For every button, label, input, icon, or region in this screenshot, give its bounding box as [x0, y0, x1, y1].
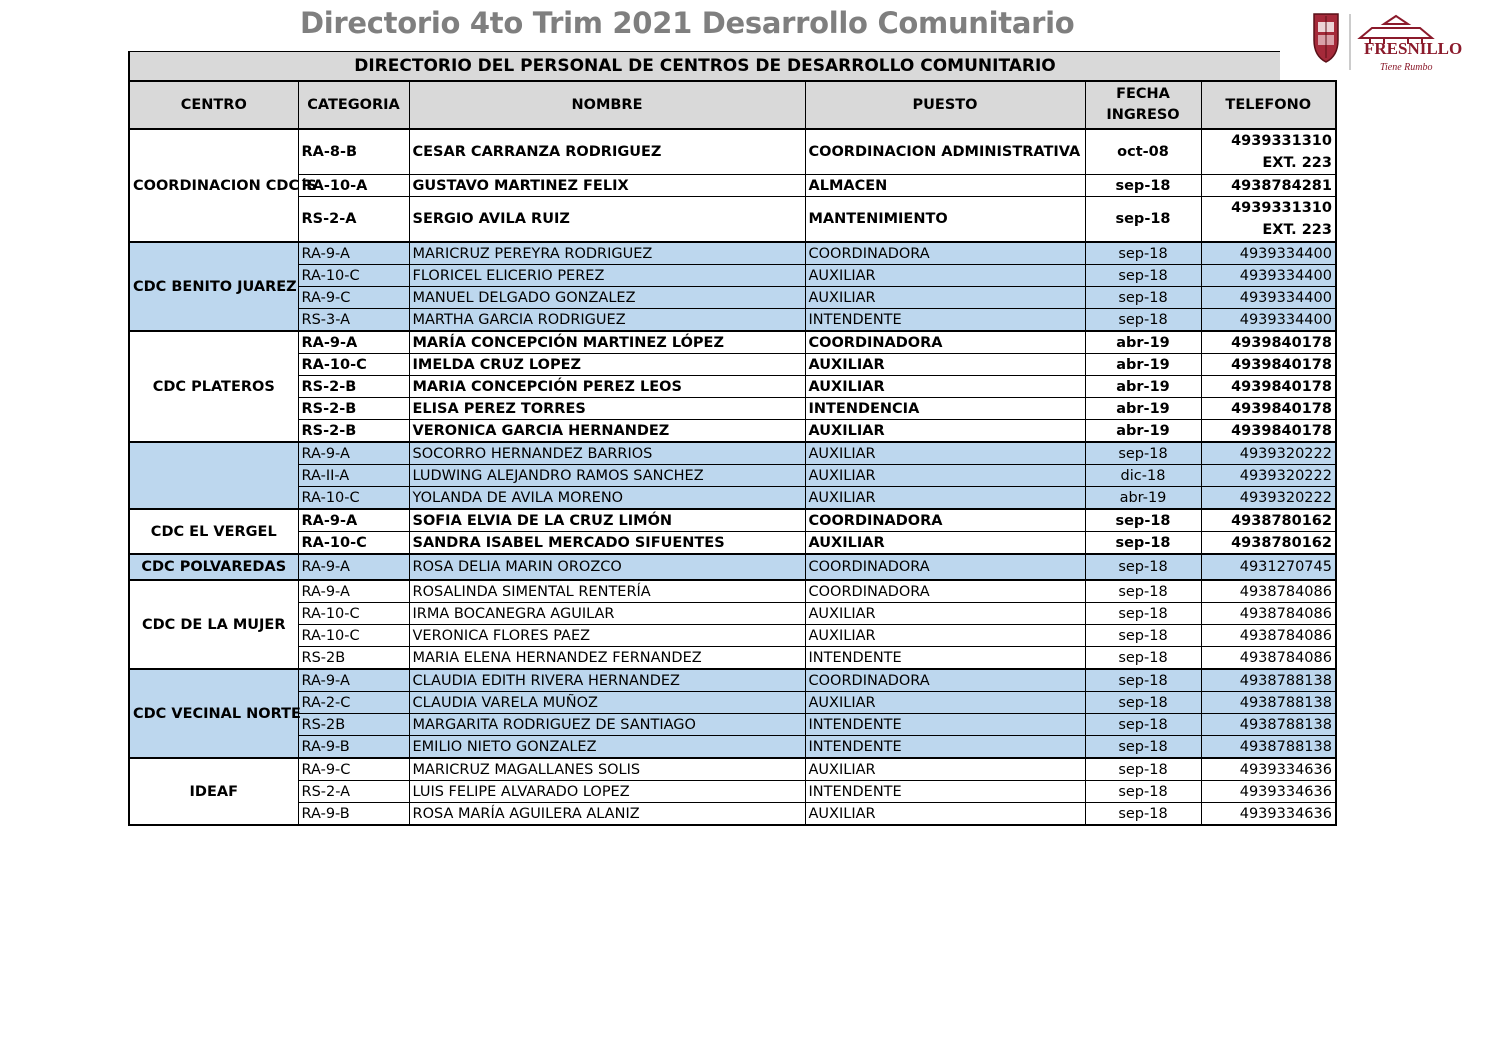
table-row: [129, 781, 1336, 803]
column-header-centro: CENTRO: [129, 81, 298, 129]
table-banner: DIRECTORIO DEL PERSONAL DE CENTROS DE DESARROLLO COMUNITARIO: [128, 51, 1280, 80]
fecha-ingreso-cell: sep-18: [1085, 532, 1201, 555]
table-row: [129, 714, 1336, 736]
puesto-cell: INTENDENTE: [805, 781, 1085, 803]
puesto-cell: INTENDENTE: [805, 714, 1085, 736]
column-header-nombre: NOMBRE: [409, 81, 805, 129]
telefono-cell: 4938784086: [1201, 647, 1336, 670]
table-row: [129, 625, 1336, 647]
fecha-ingreso-cell: sep-18: [1085, 554, 1201, 580]
ingreso-label: INGRESO: [1106, 107, 1180, 123]
telefono-cell: 4939320222: [1201, 442, 1336, 465]
fecha-ingreso-cell: sep-18: [1085, 197, 1201, 243]
nombre-cell: VERONICA GARCIA HERNANDEZ: [409, 420, 805, 443]
telefono-cell: [1201, 129, 1336, 175]
table-row: [129, 376, 1336, 398]
table-body: [129, 129, 1336, 825]
table-row: [129, 197, 1336, 243]
categoria-cell: RS-2-B: [298, 420, 409, 443]
centro-cell: CDC PLATEROS: [129, 331, 298, 442]
puesto-cell: AUXILIAR: [805, 758, 1085, 781]
fecha-ingreso-cell: sep-18: [1085, 580, 1201, 603]
categoria-cell: RS-2-A: [298, 197, 409, 243]
categoria-cell: RA-9-A: [298, 509, 409, 532]
centro-cell: CDC VECINAL NORTE: [129, 669, 298, 758]
telefono-cell: 4931270745: [1201, 554, 1336, 580]
table-row: [129, 442, 1336, 465]
table-row: [129, 554, 1336, 580]
telefono-cell: 4938784086: [1201, 625, 1336, 647]
table-row: [129, 647, 1336, 670]
puesto-cell: AUXILIAR: [805, 420, 1085, 443]
puesto-cell: INTENDENCIA: [805, 398, 1085, 420]
personnel-directory-table: [128, 80, 1337, 826]
centro-cell: CDC EL VERGEL: [129, 509, 298, 554]
nombre-cell: MARIA ELENA HERNANDEZ FERNANDEZ: [409, 647, 805, 670]
puesto-cell: AUXILIAR: [805, 442, 1085, 465]
telefono-cell: 4938788138: [1201, 714, 1336, 736]
categoria-cell: RA-9-A: [298, 580, 409, 603]
column-header-puesto: PUESTO: [805, 81, 1085, 129]
categoria-cell: RS-3-A: [298, 309, 409, 332]
table-row: [129, 803, 1336, 826]
categoria-cell: RA-9-A: [298, 554, 409, 580]
telefono-cell: 4938788138: [1201, 692, 1336, 714]
telefono-cell: 4938788138: [1201, 736, 1336, 759]
telefono-cell: 4939334400: [1201, 242, 1336, 265]
categoria-cell: RA-9-A: [298, 331, 409, 354]
fecha-ingreso-cell: sep-18: [1085, 509, 1201, 532]
table-row: [129, 532, 1336, 555]
telefono-cell: 4939840178: [1201, 354, 1336, 376]
telefono-cell: 4938780162: [1201, 509, 1336, 532]
nombre-cell: MARICRUZ MAGALLANES SOLIS: [409, 758, 805, 781]
fecha-ingreso-cell: sep-18: [1085, 736, 1201, 759]
nombre-cell: ROSA MARÍA AGUILERA ALANIZ: [409, 803, 805, 826]
telefono-cell: 4938784281: [1201, 175, 1336, 197]
fecha-ingreso-cell: sep-18: [1085, 442, 1201, 465]
puesto-cell: COORDINACION ADMINISTRATIVA: [805, 129, 1085, 175]
categoria-cell: RA-9-C: [298, 758, 409, 781]
fecha-ingreso-cell: sep-18: [1085, 242, 1201, 265]
nombre-cell: CLAUDIA EDITH RIVERA HERNANDEZ: [409, 669, 805, 692]
fecha-ingreso-cell: oct-08: [1085, 129, 1201, 175]
telefono-extension: EXT. 223: [1262, 155, 1332, 171]
nombre-cell: FLORICEL ELICERIO PEREZ: [409, 265, 805, 287]
categoria-cell: RS-2B: [298, 647, 409, 670]
telefono-extension: EXT. 223: [1262, 222, 1332, 238]
telefono-cell: 4939334400: [1201, 309, 1336, 332]
categoria-cell: RA-9-C: [298, 287, 409, 309]
nombre-cell: ROSA DELIA MARIN OROZCO: [409, 554, 805, 580]
table-row: [129, 129, 1336, 175]
table-row: [129, 692, 1336, 714]
table-row: [129, 465, 1336, 487]
puesto-cell: AUXILIAR: [805, 376, 1085, 398]
fecha-ingreso-cell: sep-18: [1085, 758, 1201, 781]
table-row: [129, 580, 1336, 603]
nombre-cell: SOCORRO HERNANDEZ BARRIOS: [409, 442, 805, 465]
fecha-label: FECHA: [1116, 86, 1170, 102]
puesto-cell: AUXILIAR: [805, 487, 1085, 510]
table-row: [129, 398, 1336, 420]
categoria-cell: RA-10-C: [298, 487, 409, 510]
table-row: [129, 287, 1336, 309]
fecha-ingreso-cell: abr-19: [1085, 376, 1201, 398]
fecha-ingreso-cell: abr-19: [1085, 354, 1201, 376]
puesto-cell: AUXILIAR: [805, 265, 1085, 287]
categoria-cell: RA-10-C: [298, 265, 409, 287]
table-row: [129, 669, 1336, 692]
puesto-cell: AUXILIAR: [805, 287, 1085, 309]
centro-cell: IDEAF: [129, 758, 298, 825]
nombre-cell: SERGIO AVILA RUIZ: [409, 197, 805, 243]
fecha-ingreso-cell: sep-18: [1085, 309, 1201, 332]
categoria-cell: RS-2B: [298, 714, 409, 736]
puesto-cell: AUXILIAR: [805, 803, 1085, 826]
nombre-cell: MARICRUZ PEREYRA RODRIGUEZ: [409, 242, 805, 265]
table-row: [129, 487, 1336, 510]
nombre-cell: GUSTAVO MARTINEZ FELIX: [409, 175, 805, 197]
puesto-cell: AUXILIAR: [805, 692, 1085, 714]
centro-cell: CDC DE LA MUJER: [129, 580, 298, 669]
categoria-cell: RA-9-B: [298, 803, 409, 826]
table-row: [129, 354, 1336, 376]
categoria-cell: RA-9-A: [298, 242, 409, 265]
nombre-cell: SANDRA ISABEL MERCADO SIFUENTES: [409, 532, 805, 555]
telefono-cell: 4939320222: [1201, 487, 1336, 510]
puesto-cell: AUXILIAR: [805, 603, 1085, 625]
fresnillo-logo: [1284, 10, 1474, 80]
telefono-cell: 4938780162: [1201, 532, 1336, 555]
ayuntamiento-seal-icon: [1314, 14, 1338, 62]
puesto-cell: MANTENIMIENTO: [805, 197, 1085, 243]
telefono-number: 4939331310: [1231, 200, 1332, 216]
puesto-cell: ALMACEN: [805, 175, 1085, 197]
table-row: [129, 758, 1336, 781]
fecha-ingreso-cell: sep-18: [1085, 803, 1201, 826]
fecha-ingreso-cell: abr-19: [1085, 398, 1201, 420]
fecha-ingreso-cell: sep-18: [1085, 175, 1201, 197]
centro-cell: [129, 442, 298, 509]
puesto-cell: INTENDENTE: [805, 736, 1085, 759]
categoria-cell: RA-2-C: [298, 692, 409, 714]
table-row: [129, 736, 1336, 759]
nombre-cell: CLAUDIA VARELA MUÑOZ: [409, 692, 805, 714]
fecha-ingreso-cell: sep-18: [1085, 781, 1201, 803]
puesto-cell: INTENDENTE: [805, 647, 1085, 670]
nombre-cell: MARIA CONCEPCIÓN PEREZ LEOS: [409, 376, 805, 398]
puesto-cell: COORDINADORA: [805, 669, 1085, 692]
fecha-ingreso-cell: abr-19: [1085, 420, 1201, 443]
column-header-categoria: CATEGORIA: [298, 81, 409, 129]
telefono-cell: 4938784086: [1201, 580, 1336, 603]
document-title: Directorio 4to Trim 2021 Desarrollo Comunitario: [300, 6, 1075, 40]
nombre-cell: SOFIA ELVIA DE LA CRUZ LIMÓN: [409, 509, 805, 532]
puesto-cell: COORDINADORA: [805, 554, 1085, 580]
table-row: [129, 242, 1336, 265]
telefono-cell: 4939840178: [1201, 398, 1336, 420]
nombre-cell: MARGARITA RODRIGUEZ DE SANTIAGO: [409, 714, 805, 736]
categoria-cell: RA-10-C: [298, 532, 409, 555]
nombre-cell: ELISA PEREZ TORRES: [409, 398, 805, 420]
categoria-cell: RA-9-A: [298, 442, 409, 465]
column-header-telefono: TELEFONO: [1201, 81, 1336, 129]
puesto-cell: AUXILIAR: [805, 532, 1085, 555]
puesto-cell: AUXILIAR: [805, 625, 1085, 647]
telefono-cell: 4939334400: [1201, 265, 1336, 287]
categoria-cell: RA-10-A: [298, 175, 409, 197]
categoria-cell: RS-2-A: [298, 781, 409, 803]
telefono-cell: 4939334636: [1201, 803, 1336, 826]
nombre-cell: YOLANDA DE AVILA MORENO: [409, 487, 805, 510]
nombre-cell: LUIS FELIPE ALVARADO LOPEZ: [409, 781, 805, 803]
telefono-number: 4939331310: [1231, 133, 1332, 149]
fecha-ingreso-cell: abr-19: [1085, 487, 1201, 510]
telefono-cell: 4939334636: [1201, 781, 1336, 803]
telefono-cell: 4938788138: [1201, 669, 1336, 692]
nombre-cell: VERONICA FLORES PAEZ: [409, 625, 805, 647]
table-row: [129, 331, 1336, 354]
puesto-cell: AUXILIAR: [805, 354, 1085, 376]
puesto-cell: COORDINADORA: [805, 242, 1085, 265]
telefono-cell: 4939334636: [1201, 758, 1336, 781]
telefono-cell: 4939840178: [1201, 420, 1336, 443]
categoria-cell: RA-8-B: [298, 129, 409, 175]
telefono-cell: 4939840178: [1201, 331, 1336, 354]
categoria-cell: RA-10-C: [298, 625, 409, 647]
svg-text:FRESNILLO: FRESNILLO: [1364, 39, 1463, 58]
column-header-fecha-ingreso: [1085, 81, 1201, 129]
nombre-cell: MANUEL DELGADO GONZALEZ: [409, 287, 805, 309]
fecha-ingreso-cell: sep-18: [1085, 647, 1201, 670]
puesto-cell: COORDINADORA: [805, 509, 1085, 532]
nombre-cell: IMELDA CRUZ LOPEZ: [409, 354, 805, 376]
telefono-cell: 4939320222: [1201, 465, 1336, 487]
fecha-ingreso-cell: sep-18: [1085, 692, 1201, 714]
puesto-cell: COORDINADORA: [805, 331, 1085, 354]
table-row: [129, 265, 1336, 287]
telefono-cell: 4938784086: [1201, 603, 1336, 625]
telefono-cell: 4939840178: [1201, 376, 1336, 398]
centro-cell: CDC BENITO JUAREZ: [129, 242, 298, 331]
svg-text:Tiene Rumbo: Tiene Rumbo: [1380, 62, 1433, 73]
table-row: [129, 603, 1336, 625]
categoria-cell: RA-II-A: [298, 465, 409, 487]
nombre-cell: EMILIO NIETO GONZALEZ: [409, 736, 805, 759]
fecha-ingreso-cell: sep-18: [1085, 669, 1201, 692]
fecha-ingreso-cell: dic-18: [1085, 465, 1201, 487]
table-row: [129, 309, 1336, 332]
fecha-ingreso-cell: sep-18: [1085, 265, 1201, 287]
categoria-cell: RA-10-C: [298, 603, 409, 625]
categoria-cell: RA-10-C: [298, 354, 409, 376]
puesto-cell: AUXILIAR: [805, 465, 1085, 487]
table-row: [129, 175, 1336, 197]
telefono-cell: 4939334400: [1201, 287, 1336, 309]
nombre-cell: MARÍA CONCEPCIÓN MARTINEZ LÓPEZ: [409, 331, 805, 354]
telefono-cell: [1201, 197, 1336, 243]
nombre-cell: IRMA BOCANEGRA AGUILAR: [409, 603, 805, 625]
fecha-ingreso-cell: sep-18: [1085, 603, 1201, 625]
table-row: [129, 509, 1336, 532]
fecha-ingreso-cell: sep-18: [1085, 714, 1201, 736]
puesto-cell: COORDINADORA: [805, 580, 1085, 603]
centro-cell: COORDINACION CDC´S: [129, 129, 298, 242]
table-row: [129, 420, 1336, 443]
table-header-row: [129, 81, 1336, 129]
nombre-cell: CESAR CARRANZA RODRIGUEZ: [409, 129, 805, 175]
nombre-cell: MARTHA GARCIA RODRIGUEZ: [409, 309, 805, 332]
categoria-cell: RA-9-B: [298, 736, 409, 759]
fecha-ingreso-cell: abr-19: [1085, 331, 1201, 354]
puesto-cell: INTENDENTE: [805, 309, 1085, 332]
nombre-cell: ROSALINDA SIMENTAL RENTERÍA: [409, 580, 805, 603]
categoria-cell: RS-2-B: [298, 376, 409, 398]
fecha-ingreso-cell: sep-18: [1085, 287, 1201, 309]
categoria-cell: RS-2-B: [298, 398, 409, 420]
centro-cell: CDC POLVAREDAS: [129, 554, 298, 580]
categoria-cell: RA-9-A: [298, 669, 409, 692]
nombre-cell: LUDWING ALEJANDRO RAMOS SANCHEZ: [409, 465, 805, 487]
fecha-ingreso-cell: sep-18: [1085, 625, 1201, 647]
